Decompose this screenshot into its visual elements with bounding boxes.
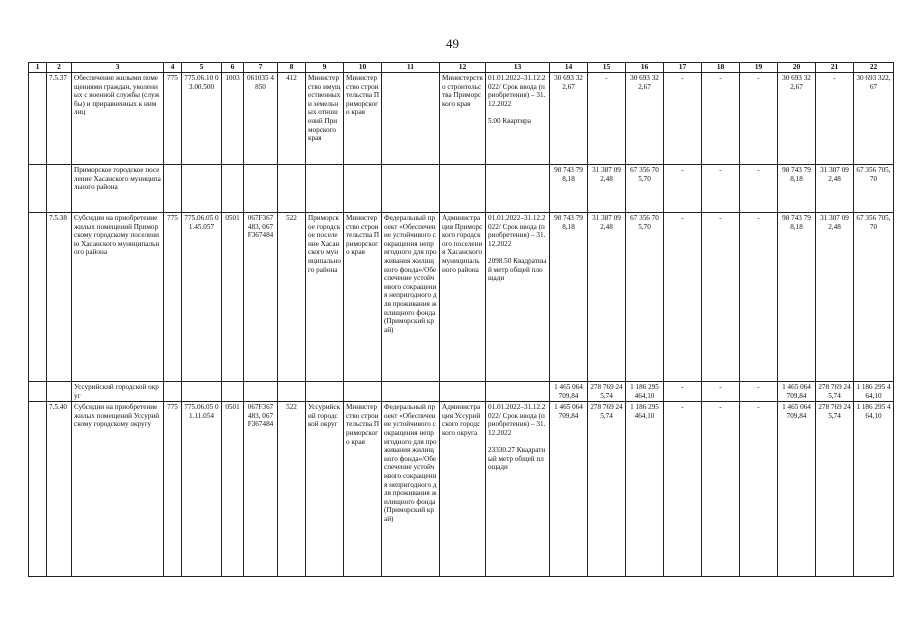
table-cell — [29, 165, 47, 213]
amount-cell: 1 465 064 709,84 — [550, 402, 588, 577]
amount-cell: 31 387 092,48 — [588, 213, 626, 382]
column-header: 1 — [29, 63, 47, 73]
table-cell: Министерство строительства Приморского края — [440, 73, 486, 165]
amount-cell: 30 693 322,67 — [626, 73, 664, 165]
table-cell — [306, 382, 344, 402]
column-header: 5 — [182, 63, 222, 73]
table-cell — [382, 382, 440, 402]
amount-cell: 30 693 322,67 — [854, 73, 894, 165]
table-cell: 067F367483, 067F367484 — [244, 402, 278, 577]
amount-cell: 67 356 705,70 — [626, 165, 664, 213]
amount-cell: 98 743 798,18 — [778, 165, 816, 213]
amount-cell: - — [664, 402, 702, 577]
table-cell — [29, 213, 47, 382]
amount-cell: - — [740, 402, 778, 577]
amount-cell: 31 387 092,48 — [816, 213, 854, 382]
column-header: 19 — [740, 63, 778, 73]
amount-cell: - — [702, 213, 740, 382]
table-cell: 01.01.2022–31.12.2022/ Срок ввода (приобретения) – 31.12.2022 23330.27 Квадратный метр общей площади — [486, 402, 550, 577]
item-number: 7.5.37 — [47, 73, 72, 165]
item-number: 7.5.38 — [47, 213, 72, 382]
item-number — [47, 165, 72, 213]
column-header: 11 — [382, 63, 440, 73]
column-header: 18 — [702, 63, 740, 73]
table-cell — [29, 382, 47, 402]
item-description: Субсидии на приобретение жилых помещений Уссурийскому городскому округу — [72, 402, 164, 577]
table-cell: Министерство имущественных и земельных отношений Приморского края — [306, 73, 344, 165]
page-number: 49 — [446, 36, 459, 51]
amount-cell: - — [816, 73, 854, 165]
column-header: 7 — [244, 63, 278, 73]
table-cell: 0501 — [222, 213, 244, 382]
table-cell — [164, 382, 182, 402]
table-row — [29, 402, 894, 577]
table-cell: Министерство строительства Приморского края — [344, 213, 382, 382]
table-cell — [222, 382, 244, 402]
amount-cell: 30 693 322,67 — [778, 73, 816, 165]
table-cell: 775.06.05 01.11.054 — [182, 402, 222, 577]
table-row — [29, 73, 894, 165]
table-cell — [244, 165, 278, 213]
amount-cell: 67 356 705,70 — [854, 213, 894, 382]
amount-cell: 30 693 322,67 — [550, 73, 588, 165]
column-header: 15 — [588, 63, 626, 73]
amount-cell: 278 769 245,74 — [588, 382, 626, 402]
table-cell: 1003 — [222, 73, 244, 165]
column-header: 20 — [778, 63, 816, 73]
amount-cell: 278 769 245,74 — [816, 382, 854, 402]
column-header: 22 — [854, 63, 894, 73]
table-cell: 01.01.2022–31.12.2022/ Срок ввода (приобретения) – 31.12.2022 5.00 Квартира — [486, 73, 550, 165]
table-row — [29, 213, 894, 382]
amount-cell: 1 186 295 464,10 — [854, 382, 894, 402]
table-cell — [244, 382, 278, 402]
table-cell: 775 — [164, 73, 182, 165]
amount-cell: 278 769 245,74 — [816, 402, 854, 577]
table-cell — [382, 165, 440, 213]
table-cell: 412 — [278, 73, 306, 165]
table-cell: 522 — [278, 402, 306, 577]
item-description: Приморское городское поселение Хасанского муниципального района — [72, 165, 164, 213]
column-header: 3 — [72, 63, 164, 73]
amount-cell: - — [664, 213, 702, 382]
table-cell: Федеральный проект «Обеспечение устойчивого сокращения непригодного для проживания жилищного фонда»/Обеспечение устойчивого сокращения непригодного для проживания жилищного фонда (Приморский край) — [382, 213, 440, 382]
amount-cell: - — [664, 382, 702, 402]
table-cell — [29, 73, 47, 165]
item-number: 7.5.40 — [47, 402, 72, 577]
table-cell: 0501 — [222, 402, 244, 577]
amount-cell: 1 186 295 464,10 — [626, 402, 664, 577]
table-cell — [344, 165, 382, 213]
table-cell — [306, 165, 344, 213]
column-header: 13 — [486, 63, 550, 73]
amount-cell: - — [702, 402, 740, 577]
document-table — [28, 62, 894, 577]
table-cell — [486, 382, 550, 402]
table-cell — [182, 382, 222, 402]
item-description: Субсидии на приобретение жилых помещений Приморскому городскому поселению Хасанского муниципального района — [72, 213, 164, 382]
table-cell — [440, 382, 486, 402]
table-row — [29, 382, 894, 402]
column-header: 2 — [47, 63, 72, 73]
amount-cell: 67 356 705,70 — [854, 165, 894, 213]
table-cell — [164, 165, 182, 213]
table-cell: 067F367483, 067F367484 — [244, 213, 278, 382]
amount-cell: - — [740, 73, 778, 165]
table-cell: 775 — [164, 402, 182, 577]
column-header: 6 — [222, 63, 244, 73]
table-cell: Приморское городское поселение Хасанского муниципального района — [306, 213, 344, 382]
item-number — [47, 382, 72, 402]
table-cell: 775.06.10 03.00.500 — [182, 73, 222, 165]
amount-cell: 1 186 295 464,10 — [854, 402, 894, 577]
table-cell: 775 — [164, 213, 182, 382]
amount-cell: 31 387 092,48 — [816, 165, 854, 213]
amount-cell: - — [588, 73, 626, 165]
table-cell: Администрация Уссурийского городского округа — [440, 402, 486, 577]
amount-cell: - — [664, 73, 702, 165]
table-cell: 01.01.2022–31.12.2022/ Срок ввода (приобретения) – 31.12.2022 2098.50 Квадратный метр общей площади — [486, 213, 550, 382]
table-cell: Администрация Приморского городского поселения Хасанского муниципального района — [440, 213, 486, 382]
table-cell: Федеральный проект «Обеспечение устойчивого сокращения непригодного для проживания жилищного фонда»/Обеспечение устойчивого сокращения непригодного для проживания жилищного фонда (Приморский край) — [382, 402, 440, 577]
table-cell: 775.06.05 01.45.057 — [182, 213, 222, 382]
table-cell — [440, 165, 486, 213]
amount-cell: 1 186 295 464,10 — [626, 382, 664, 402]
amount-cell: - — [702, 73, 740, 165]
column-header: 12 — [440, 63, 486, 73]
amount-cell: 67 356 705,70 — [626, 213, 664, 382]
column-header: 4 — [164, 63, 182, 73]
amount-cell: 98 743 798,18 — [550, 165, 588, 213]
amount-cell: - — [702, 165, 740, 213]
amount-cell: - — [740, 165, 778, 213]
amount-cell: - — [664, 165, 702, 213]
amount-cell: 98 743 798,18 — [778, 213, 816, 382]
amount-cell: - — [740, 382, 778, 402]
column-header: 14 — [550, 63, 588, 73]
column-header: 16 — [626, 63, 664, 73]
amount-cell: 1 465 064 709,84 — [778, 402, 816, 577]
table-cell: Уссурийский городской округ — [306, 402, 344, 577]
table-cell — [182, 165, 222, 213]
table-cell — [29, 402, 47, 577]
table-cell — [486, 165, 550, 213]
column-header: 17 — [664, 63, 702, 73]
table-cell: 061035 4850 — [244, 73, 278, 165]
item-description: Обеспечение жилыми помещениями граждан, уволенных с военной службы (службы) и приравненных к ним лиц — [72, 73, 164, 165]
table-cell — [382, 73, 440, 165]
table-row — [29, 165, 894, 213]
table-cell — [222, 165, 244, 213]
amount-cell: 31 387 092,48 — [588, 165, 626, 213]
item-description: Уссурийский городской округ — [72, 382, 164, 402]
column-header: 10 — [344, 63, 382, 73]
amount-cell: 278 769 245,74 — [588, 402, 626, 577]
column-header: 21 — [816, 63, 854, 73]
amount-cell: 98 743 798,18 — [550, 213, 588, 382]
header-row — [29, 63, 894, 73]
table-cell — [278, 382, 306, 402]
table-cell: Министерство строительства Приморского края — [344, 402, 382, 577]
table-cell — [278, 165, 306, 213]
amount-cell: - — [740, 213, 778, 382]
amount-cell: 1 465 064 709,84 — [778, 382, 816, 402]
amount-cell: 1 465 064 709,84 — [550, 382, 588, 402]
table-cell: 522 — [278, 213, 306, 382]
table-cell: Министерство строительства Приморского края — [344, 73, 382, 165]
column-header: 8 — [278, 63, 306, 73]
column-header: 9 — [306, 63, 344, 73]
table-cell — [344, 382, 382, 402]
amount-cell: - — [702, 382, 740, 402]
